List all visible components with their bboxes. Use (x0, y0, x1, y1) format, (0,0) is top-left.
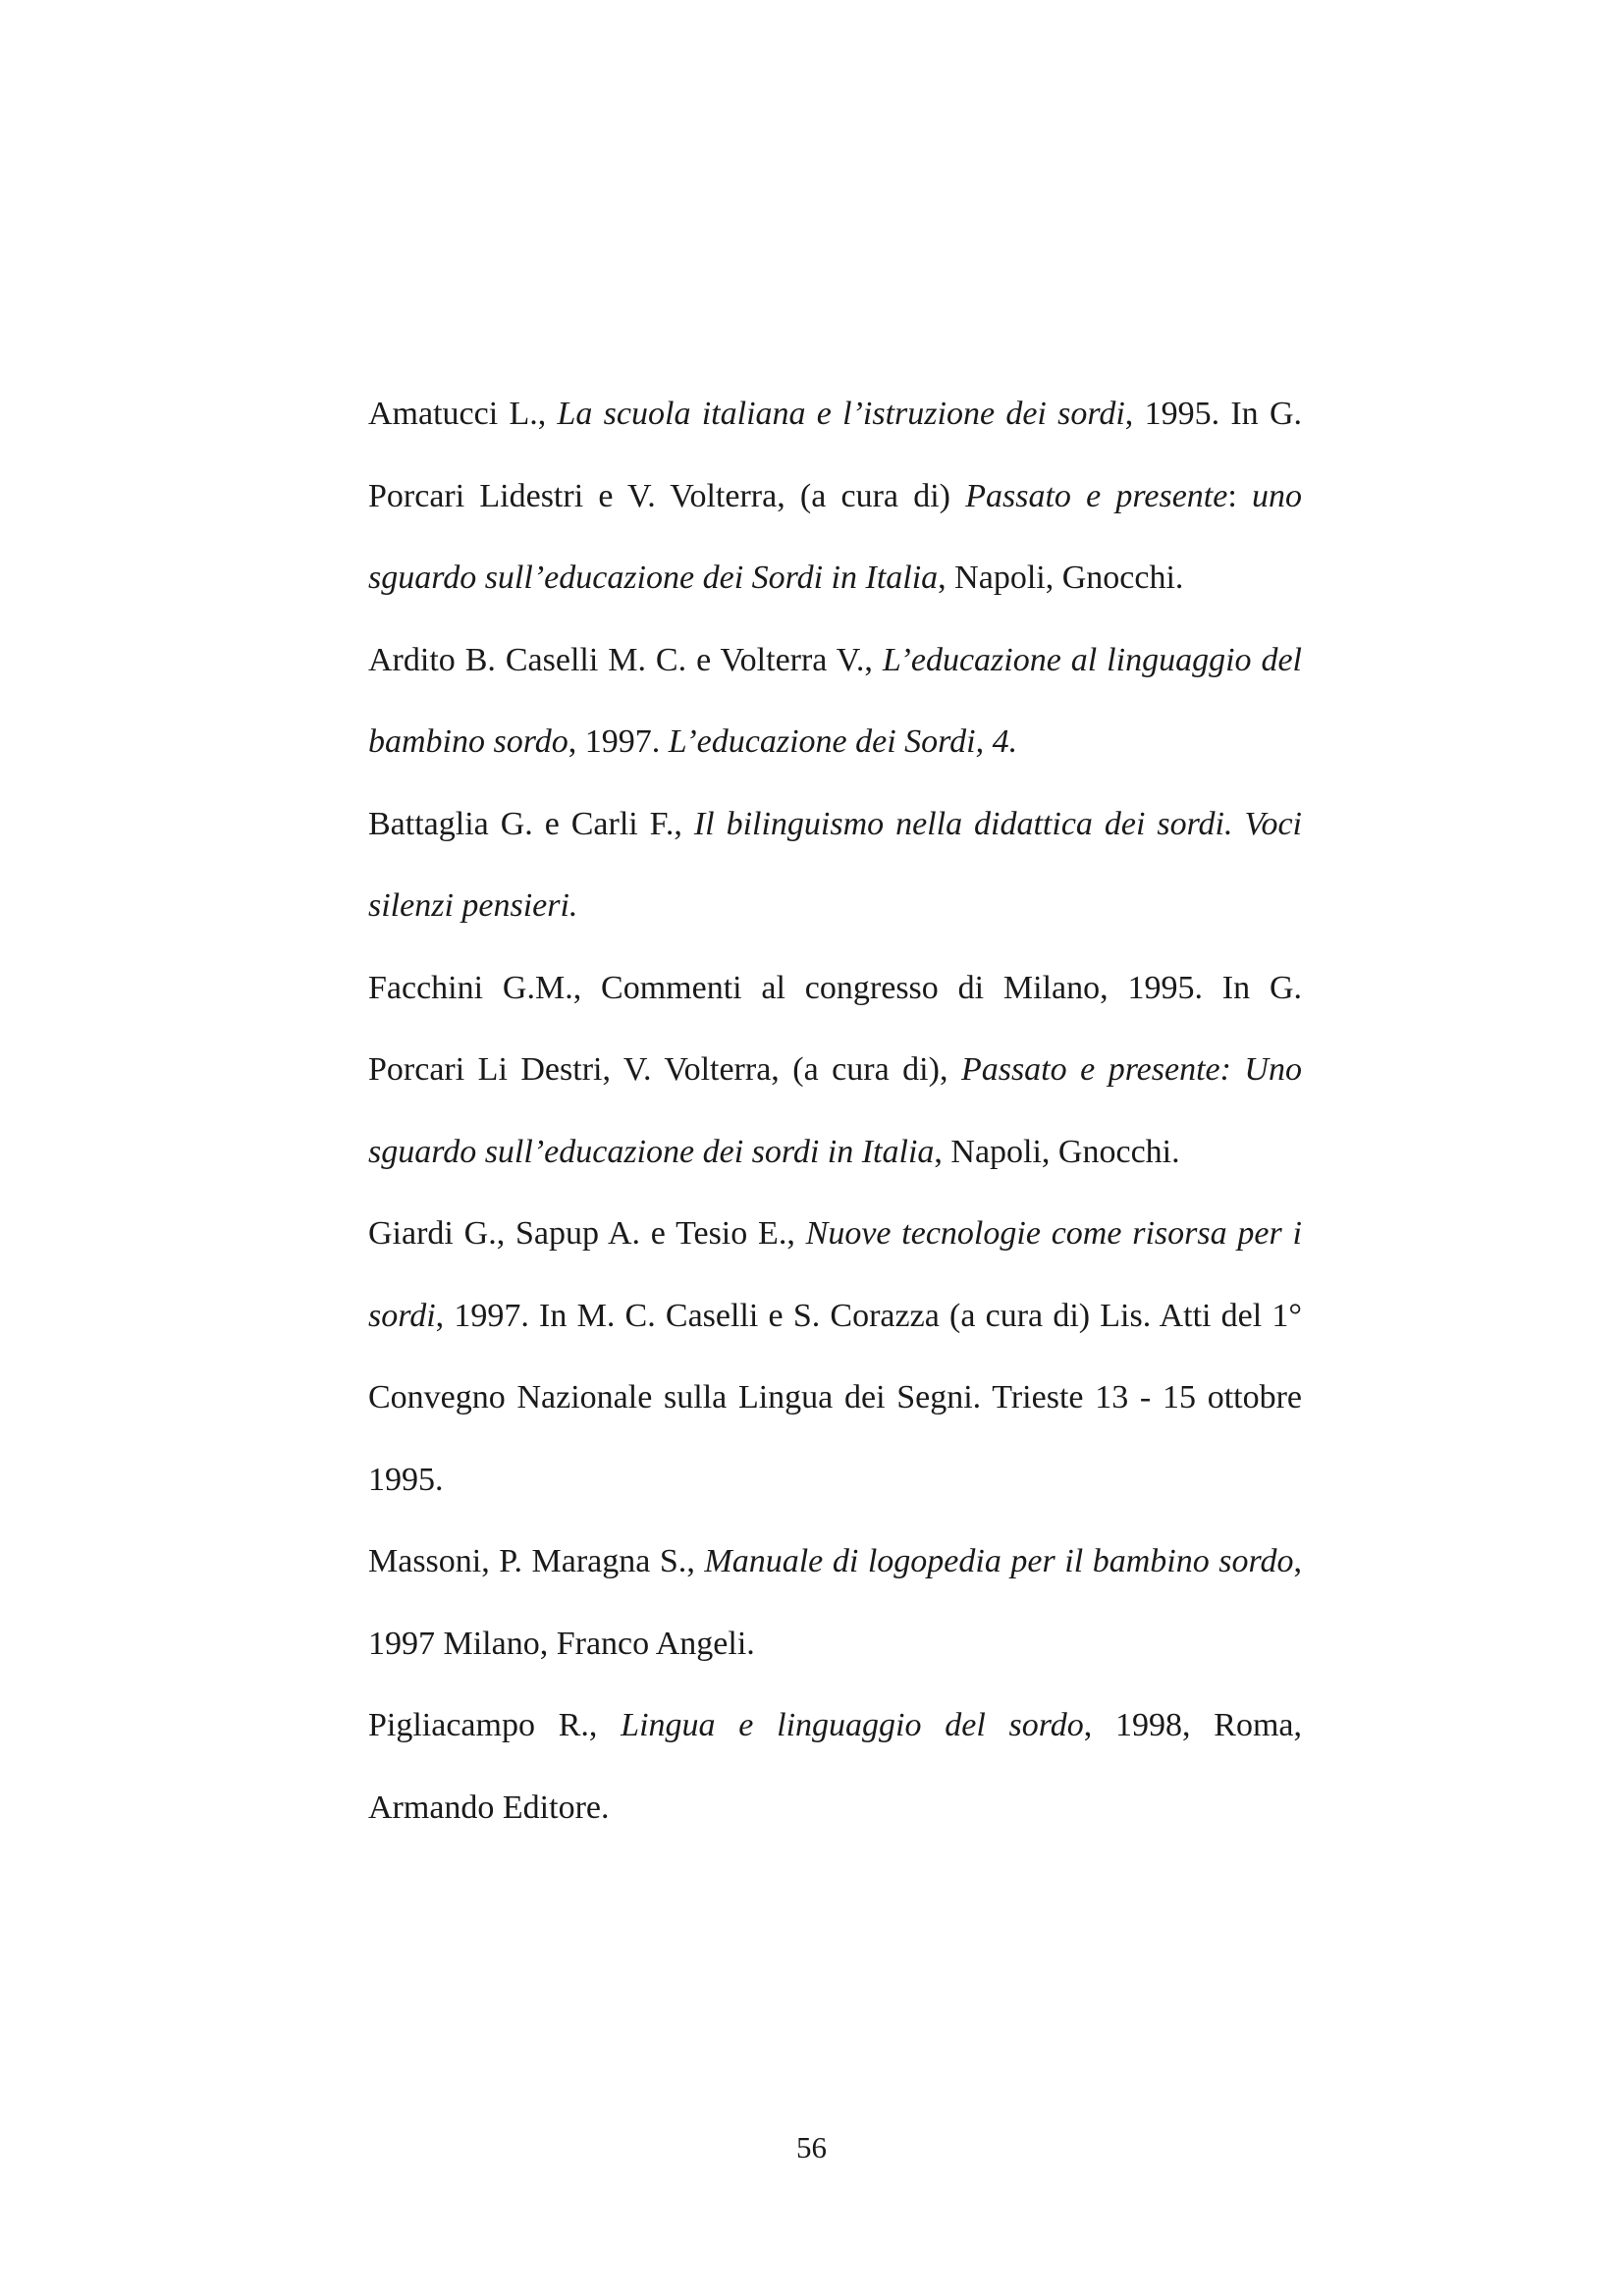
entry-author: Pigliacampo R. (368, 1707, 589, 1743)
bibliography-entry: Facchini G.M., Commenti al congresso di Milano, 1995. In G. Porcari Li Destri, V. Volterra, (a cura di), Passato e presente: Uno sguardo sull’educazione dei sordi in Italia, Napoli, Gnocchi. (368, 969, 1302, 1170)
entry-journal: L’educazione dei Sordi, 4. (668, 723, 1018, 760)
bibliography-entry: Pigliacampo R., Lingua e linguaggio del sordo, 1998, Roma, Armando Editore. (368, 1707, 1302, 1826)
entry-title: Nuove tecnologie come risorsa per i sordi (368, 1215, 1303, 1334)
entry-author: Giardi G., Sapup A. e Tesio E. (368, 1215, 787, 1252)
bibliography-list (368, 373, 1302, 1848)
bibliography-entry: Giardi G., Sapup A. e Tesio E., Nuove tecnologie come risorsa per i sordi, 1997. In M. C. Caselli e S. Corazza (a cura di) Lis. Atti del 1° Convegno Nazionale sulla Lingua dei Segni. Trieste 13 - 15 ottobre 1995. (368, 1215, 1303, 1498)
entry-title: L’educazione al linguaggio del bambino sordo (368, 641, 1303, 760)
bibliography-entry: Massoni, P. Maragna S., Manuale di logopedia per il bambino sordo, 1997 Milano, Franco Angeli. (368, 1543, 1302, 1662)
entry-title: Lingua e linguaggio del sordo (621, 1707, 1084, 1743)
page-number: 56 (796, 2130, 827, 2164)
bibliography-entry: Amatucci L., La scuola italiana e l’istruzione dei sordi, 1995. In G. Porcari Lidestri e V. Volterra, (a cura di) Passato e presente: uno sguardo sull’educazione dei Sordi in Italia, Napoli, Gnocchi. (368, 396, 1302, 596)
bibliography-entry: Ardito B. Caselli M. C. e Volterra V., L’educazione al linguaggio del bambino sordo, 1997. L’educazione dei Sordi, 4. (368, 641, 1303, 760)
entry-author: Facchini G.M. (368, 969, 573, 1006)
entry-author: Amatucci L. (368, 396, 538, 432)
entry-title: Manuale di logopedia per il bambino sordo (704, 1543, 1294, 1579)
entry-title: Passato e presente: Uno sguardo sull’educazione dei sordi in Italia (368, 1051, 1302, 1170)
entry-author: Battaglia G. e Carli F. (368, 805, 675, 842)
entry-subtitle: uno sguardo sull’educazione dei Sordi in Italia (368, 477, 1302, 596)
entry-book-title: Passato e presente (965, 477, 1228, 514)
entry-author: Ardito B. Caselli M. C. e Volterra V. (368, 641, 865, 678)
entry-author: Massoni, P. Maragna S. (368, 1543, 687, 1579)
entry-title: La scuola italiana e l’istruzione dei sordi (557, 396, 1125, 432)
entry-plain-title: Commenti al congresso di Milano, 1995. In G. Porcari Li Destri, V. Volterra, (a cura di), (368, 969, 1302, 1088)
bibliography-entry: Battaglia G. e Carli F., Il bilinguismo nella didattica dei sordi. Voci silenzi pensieri. (368, 805, 1302, 924)
entry-title: Il bilinguismo nella didattica dei sordi. Voci silenzi pensieri. (368, 805, 1302, 924)
